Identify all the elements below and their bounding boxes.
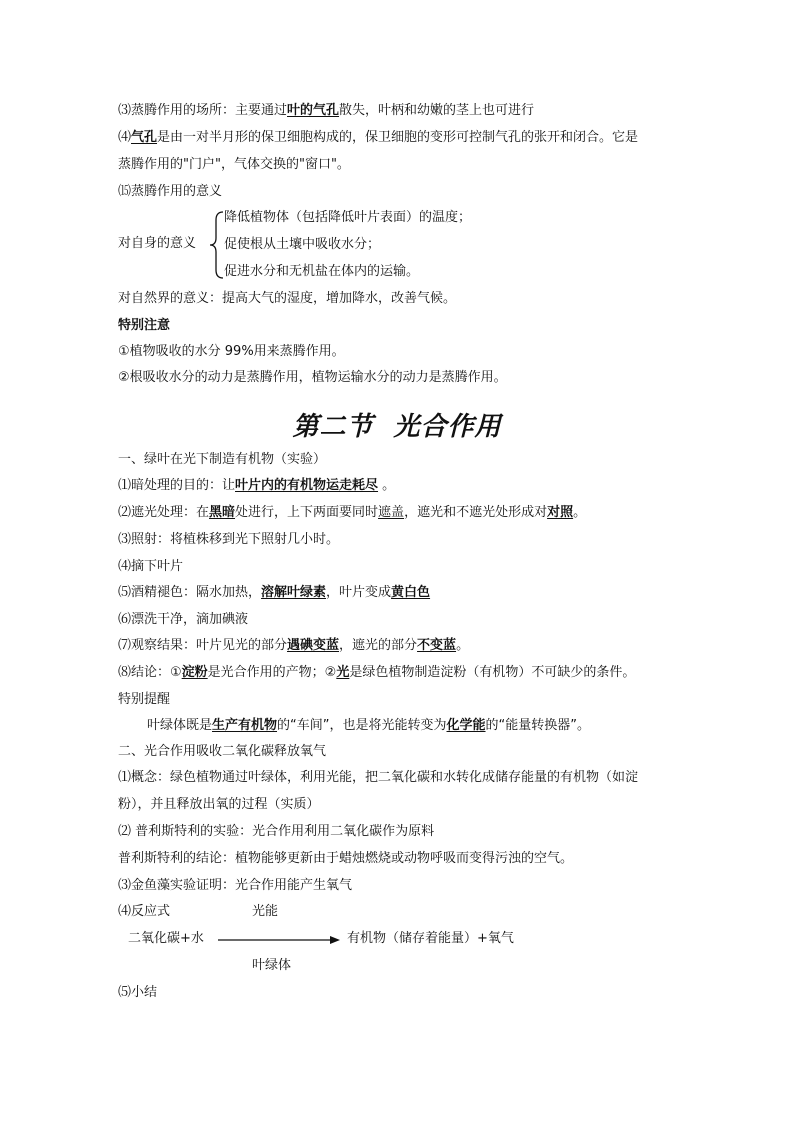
equation-heading: ⑷反应式 xyxy=(118,904,171,919)
self-significance-item: 促使根从土壤中吸收水分； xyxy=(224,237,381,252)
text: ⑺观察结果：叶片见光的部分 xyxy=(118,638,288,653)
special-reminder-heading: 特别提醒 xyxy=(118,692,171,707)
step-illumination: ⑶照射：将植株移到光下照射几小时。 xyxy=(118,532,340,547)
equation-condition-light: 光能 xyxy=(252,904,279,919)
special-note-item: ②根吸收水分的动力是蒸腾作用，植物运输水分的动力是蒸腾作用。 xyxy=(118,370,507,385)
equation-condition-chloroplast: 叶绿体 xyxy=(252,958,292,973)
text: ⑶蒸腾作用的场所：主要通过 xyxy=(118,103,288,118)
text: 的“能量转换器”。 xyxy=(485,718,591,733)
text: 是由一对半月形的保卫细胞构成的，保卫细胞的变形可控制气孔的张开和闭合。它是 xyxy=(157,130,639,145)
step-alcohol-decolor xyxy=(118,583,430,603)
key-term: 淀粉 xyxy=(181,665,208,680)
text: 。 xyxy=(573,505,587,520)
text: ，遮光和不遮光处形成对 xyxy=(404,505,548,520)
text: 叶绿体既是 xyxy=(147,718,213,733)
step-dark-treatment xyxy=(118,476,395,496)
experiment-heading: 一、绿叶在光下制造有机物（实验） xyxy=(118,452,327,467)
transpiration-significance-heading: ⒂蒸腾作用的意义 xyxy=(118,184,223,199)
text: ⑴暗处理的目的：让 xyxy=(118,478,236,493)
priestley-conclusion-line: 普利斯特利的结论：植物能够更新由于蜡烛燃烧或动物呼吸而变得污浊的空气。 xyxy=(118,851,574,866)
key-term: 溶解叶绿素 xyxy=(261,585,327,600)
text: 。 xyxy=(456,638,470,653)
key-term: 对照 xyxy=(547,505,574,520)
text: 是光合作用的产物；② xyxy=(207,665,337,680)
key-term: 叶的气孔 xyxy=(287,103,340,118)
nature-significance-line: 对自然界的意义：提高大气的湿度，增加降水，改善气候。 xyxy=(118,291,457,306)
stomata-gateway-line: 蒸腾作用的"门户"，气体交换的"窗口"。 xyxy=(118,157,350,172)
key-term: 遇碘变蓝 xyxy=(287,638,340,653)
special-note-item: ①植物吸收的水分 99%用来蒸腾作用。 xyxy=(118,344,345,359)
hornwort-experiment-line: ⑶金鱼藻实验证明：光合作用能产生氧气 xyxy=(118,878,353,893)
step-observe-result xyxy=(118,636,469,656)
summary-heading: ⑸小结 xyxy=(118,985,158,1000)
text: ⑻结论：① xyxy=(118,665,182,680)
key-term: 黄白色 xyxy=(391,585,431,600)
step-shading xyxy=(118,503,586,523)
text: 。 xyxy=(378,478,396,493)
text: ⑵遮光处理：在 xyxy=(118,505,210,520)
stomata-location-line xyxy=(118,101,534,121)
key-term: 生产有机物 xyxy=(212,718,278,733)
text: 是绿色植物制造淀粉（有机物）不可缺少的条件。 xyxy=(349,665,636,680)
text: ⑷ xyxy=(118,130,132,145)
equation-products: 有机物（储存着能量）+氧气 xyxy=(347,931,514,946)
step-conclusion xyxy=(118,663,635,683)
photosynthesis-gas-heading: 二、光合作用吸收二氧化碳释放氧气 xyxy=(118,744,327,759)
section-name: 光合作用 xyxy=(393,412,502,442)
text: ，遮光的部分 xyxy=(339,638,418,653)
key-term: 不变蓝 xyxy=(417,638,457,653)
text: 的“车间”，也是将光能转变为 xyxy=(277,718,447,733)
section-title xyxy=(0,410,794,444)
special-note-heading: 特别注意 xyxy=(118,318,171,333)
text: 散失，叶柄和幼嫩的茎上也可进行 xyxy=(339,103,535,118)
priestley-experiment-line: ⑵ 普利斯特利的实验：光合作用利用二氧化碳作为原料 xyxy=(118,824,435,839)
key-term: 化学能 xyxy=(446,718,486,733)
chloroplast-reminder xyxy=(147,716,590,736)
key-term: 叶片内的有机物运走耗尽 xyxy=(235,478,379,493)
stomata-definition-line xyxy=(118,128,638,148)
step-pick-leaf: ⑷摘下叶片 xyxy=(118,559,184,574)
self-significance-item: 促进水分和无机盐在体内的运输。 xyxy=(224,264,420,279)
key-term: 遮盖 xyxy=(378,505,405,520)
key-term: 气孔 xyxy=(131,130,158,145)
equation-reactants: 二氧化碳+水 xyxy=(128,931,204,946)
reaction-arrow-icon xyxy=(218,934,342,946)
self-significance-label: 对自身的意义 xyxy=(118,236,197,251)
self-significance-item: 降低植物体（包括降低叶片表面）的温度； xyxy=(224,210,472,225)
text: ，叶片变成 xyxy=(326,585,392,600)
text: ⑸酒精褪色：隔水加热， xyxy=(118,585,262,600)
section-number: 第二节 xyxy=(292,412,374,442)
step-rinse-iodine: ⑹漂洗干净，滴加碘液 xyxy=(118,612,249,627)
key-term: 黑暗 xyxy=(209,505,236,520)
concept-line: ⑴概念：绿色植物通过叶绿体，利用光能，把二氧化碳和水转化成储存能量的有机物（如淀 xyxy=(118,770,639,785)
concept-line-continued: 粉），并且释放出氧的过程（实质） xyxy=(118,797,320,812)
text: 处进行，上下两面要同时 xyxy=(235,505,379,520)
key-term: 光 xyxy=(336,665,350,680)
